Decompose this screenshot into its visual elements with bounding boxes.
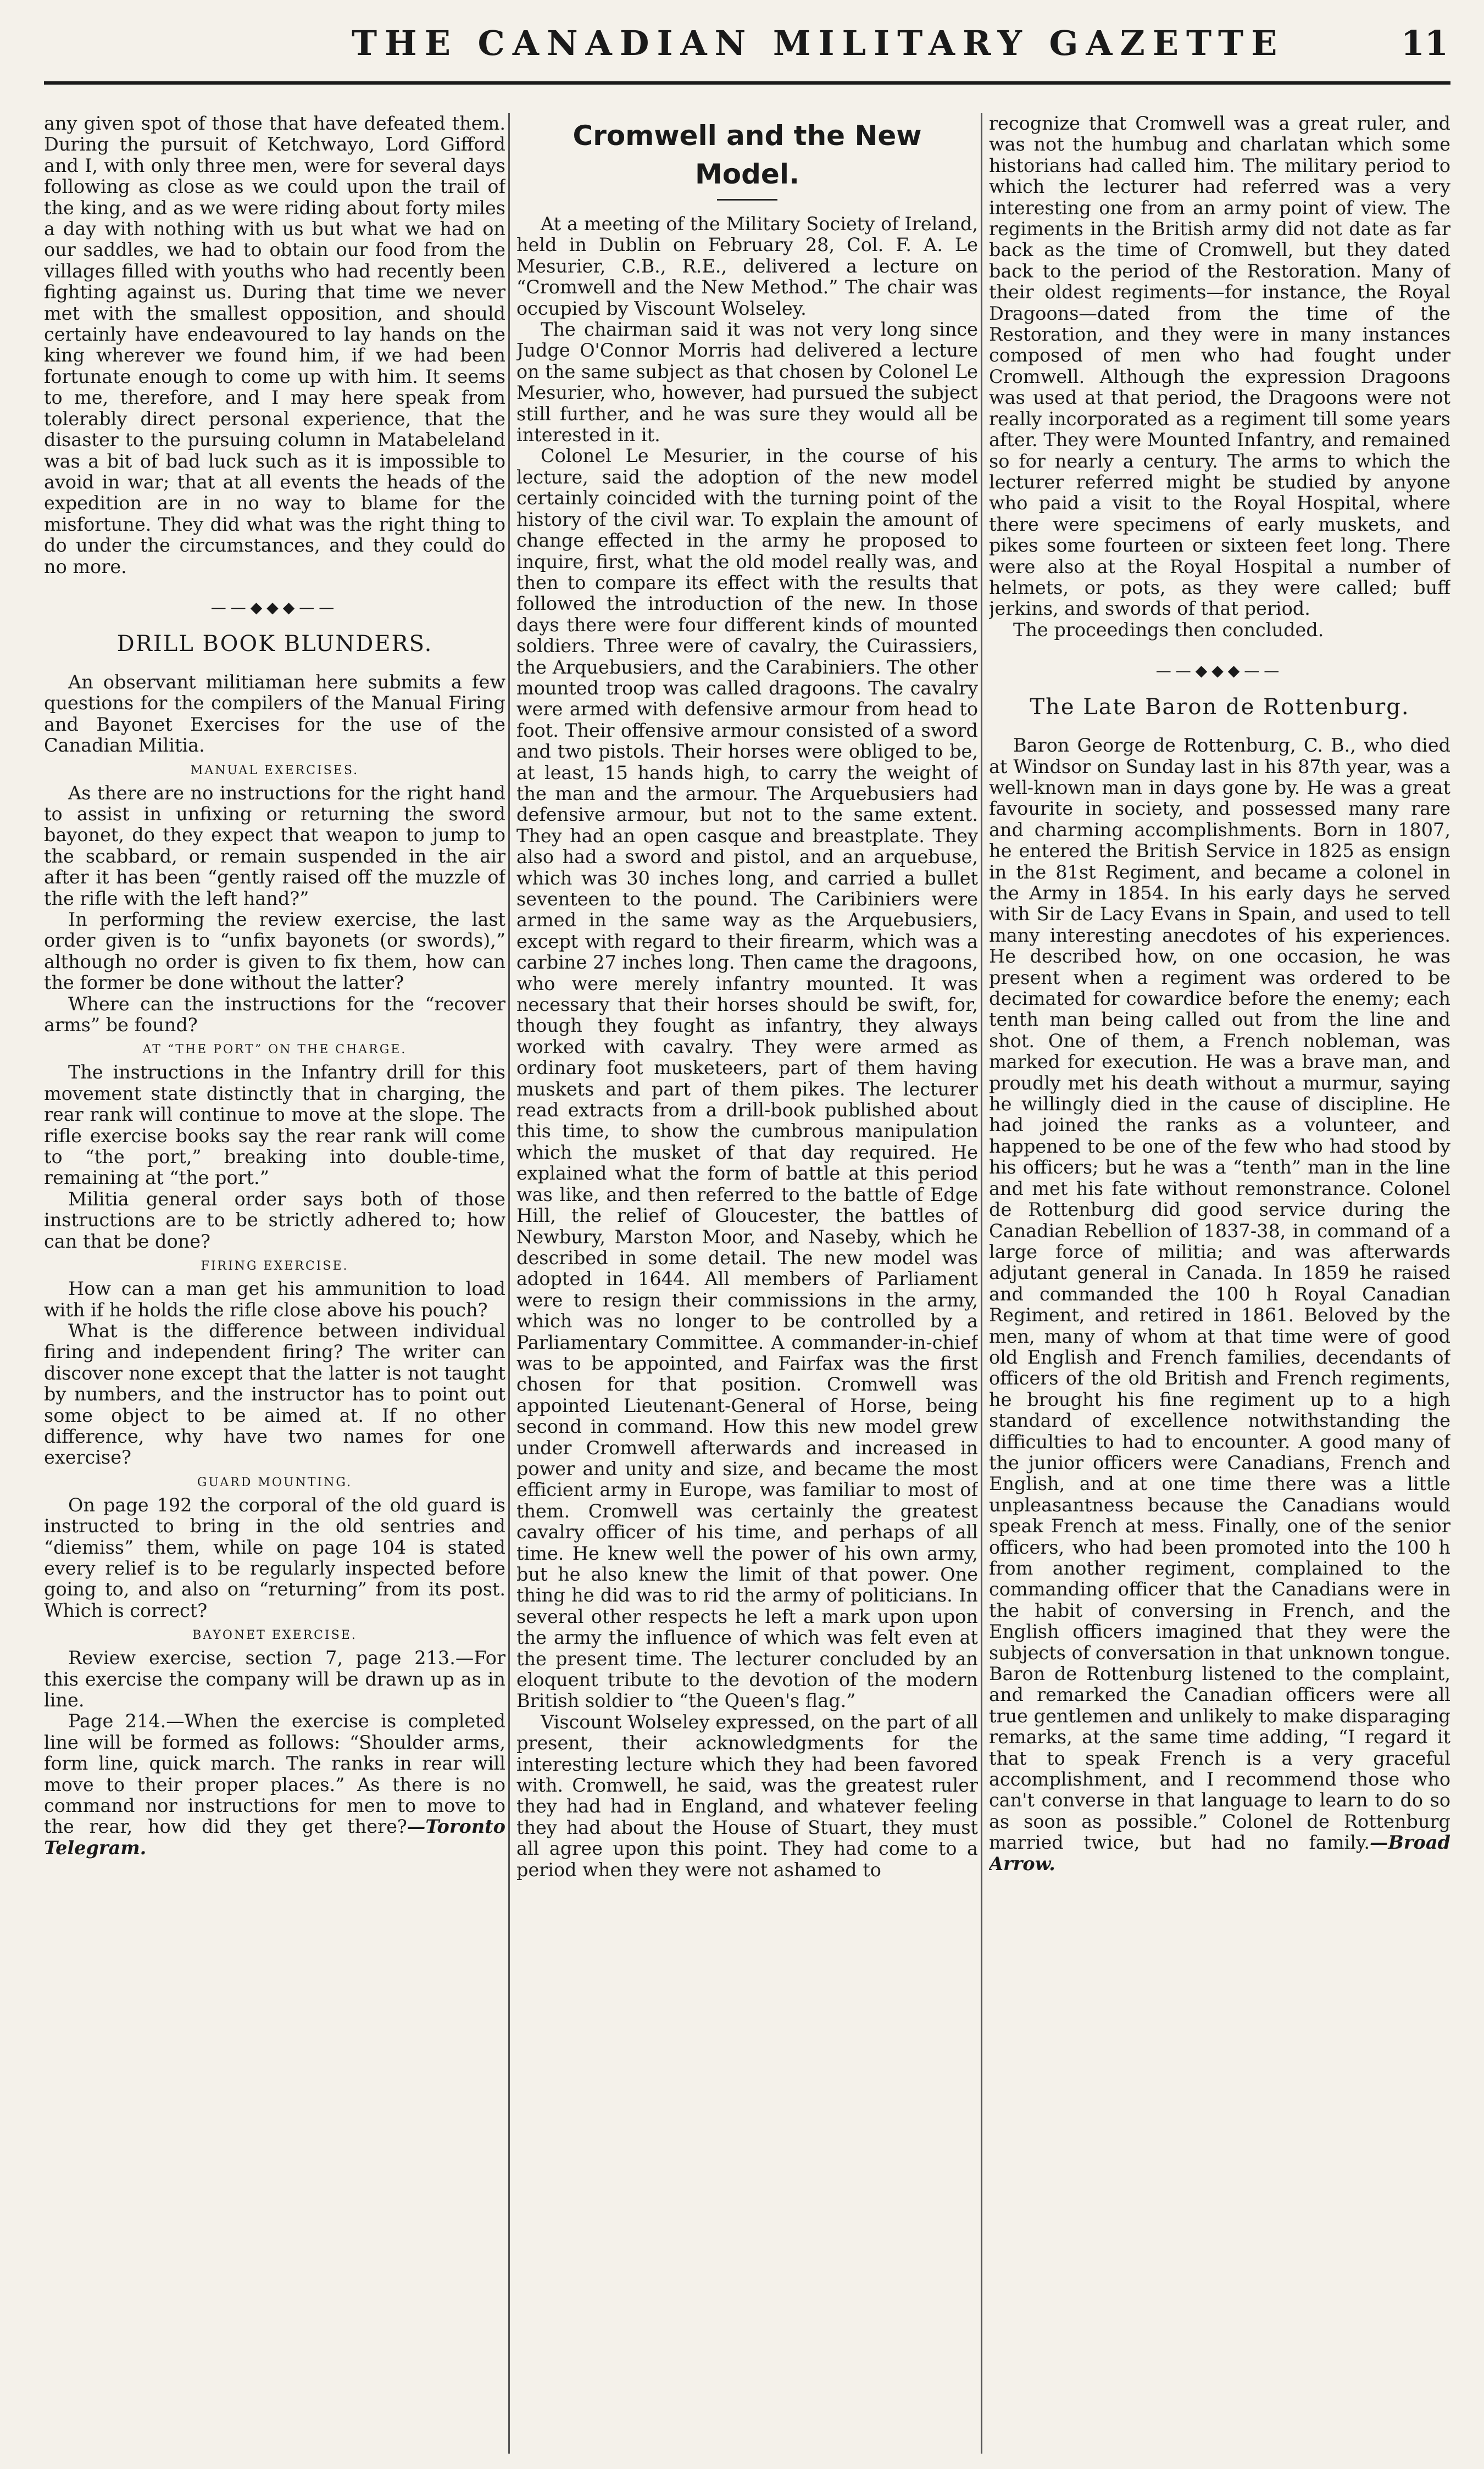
paragraph: How can a man get his ammunition to load with if he holds the rifle close above his pouch? [44,1278,505,1321]
paragraph: In performing the review exercise, the last order given is to “unfix bayonets (or swords),” although no order is given to fix them, how can the former be done without the latter? [44,909,505,994]
article-continuation: recognize that Cromwell was a great ruler, and was not the humbug and charlatan which some historians had called him. The military period to which the lecturer had referred was a very interesting one from an army point of view. The regiments in the British army did not date as far back as the time of Cromwell, but they dated back to the period of the Restoration. Many of their oldest regiments—for instance, the Royal Dragoons—dated from the time of the Restoration, and they were in many instances composed of men who had fought under Cromwell. Although the expression Dragoons was used at that period, the Dragoons were not really incorporated as a regiment till some years after. They were Mounted Infantry, and remained so for nearly a century. The arms to which the lecturer referred might be studied by anyone who paid a visit to the Royal Hospital, where there were specimens of early muskets, and pikes some fourteen or sixteen feet long. There were also at the Royal Hospital a number of helmets, or pots, as they were called; buff jerkins, and swords of that period. [989,113,1450,620]
column-divider [508,113,510,2454]
paragraph-text: Baron George de Rottenburg, C. B., who died at Windsor on Sunday last in his 87th year, was a well-known man in days gone by. He was a great favourite in society, and possessed many rare and charming accomplishments. Born in 1807, he entered the British Service in 1825 as ensign in the 81st Regiment, and became a colonel in the Army in 1854. In his early days he served with Sir de Lacy Evans in Spain, and used to tell many interesting anecdotes of his experiences. He described how, on one occasion, he was present when a regiment was ordered to be decimated for cowardice before the enemy; each tenth man being called out from the line and shot. One of them, a French nobleman, was marked for execution. He was a brave man, and proudly met his death without a murmur, saying he willingly died in the cause of discipline. He had joined the ranks as a volunteer, and happened to be one of the few who had stood by his officers; but he was a “tenth” man in the line and met his fate without remonstrance. Colonel de Rottenburg did good service during the Canadian Rebellion of 1837-38, in command of a large force of militia; and was afterwards adjutant general in Canada. In 1859 he raised and commanded the 100 h Royal Canadian Regiment, and retired in 1861. Beloved by the men, many of whom at that time were of good old English and French families, decendants of officers of the old British and French regiments, he brought his fine regiment up to a high standard of excellence notwithstanding the difficulties to had to encounter. A good many of the junior officers were Canadians, French and English, and at one time there was a little unpleasantness because the Canadians would speak French at mess. Finally, one of the senior officers, who had been promoted into the 100 h from another regiment, complained to the commanding officer that the Canadians were in the habit of conversing in French, and the English officers imagined that they were the subjects of conversation in that unknown tongue. Baron de Rottenburg listened to the complaint, and remarked the Canadian officers were all true gentlemen and unlikely to make disparaging remarks, at the same time adding, “I regard it that to speak French is a very graceful accomplishment, and I recommend those who can't converse in that language to learn to do so as soon as possible.” Colonel de Rottenburg married twice, but had no family. [989,735,1450,1854]
paragraph: Where can the instructions for the “recover arms” be found? [44,993,505,1036]
paragraph: At a meeting of the Military Society of Ireland, held in Dublin on February 28, Col. F. A. Le Mesurier, C.B., R.E., delivered a lecture on “Cromwell and the New Method.” The chair was occupied by Viscount Wolseley. [516,213,978,319]
paragraph: The instructions in the Infantry drill for this movement state distinctly that in charging, the rear rank will continue to move at the slope. The rifle exercise books say the rear rank will come to “the port,” breaking into double-time, remaining at “the port.” [44,1061,505,1189]
newspaper-title: THE CANADIAN MILITARY GAZETTE [352,23,1285,63]
subheading: BAYONET EXERCISE. [192,1628,357,1643]
page-number: 11 [1400,23,1448,63]
column-left [44,113,505,2454]
column-middle [516,113,978,2454]
paragraph: An observant militiaman here submits a few questions for the compilers of the Manual Firing and Bayonet Exercises for the use of the Canadian Militia. [44,671,505,757]
paragraph-text: Page 214.—When the exercise is completed line will be formed as follows: “Shoulder arms, form line, quick march. The ranks in rear will move to their proper places.” As there is no command nor instructions for men to move to the rear, how did they get there? [44,1710,505,1838]
paragraph: Colonel Le Mesurier, in the course of his lecture, said the adoption of the new model certainly coincided with the turning point of the history of the civil war. To explain the amount of change effected in the army he proposed to inquire, first, what the old model really was, and then to compare its effect with the results that followed the introduction of the new. In those days there were four different kinds of mounted soldiers. Three were of cavalry, the Cuirassiers, the Arquebusiers, and the Carabiniers. The other mounted troop was called dragoons. The cavalry were armed with defensive armour from head to foot. Their offensive armour consisted of a sword and two pistols. Their horses were obliged to be, at least, 15 hands high, to carry the weight of the man and the armour. The Arquebusiers had defensive armour, but not to the same extent. They had an open casque and breastplate. They also had a sword and pistol, and an arquebuse, which was 30 inches long, and carried a bullet seventeen to the pound. The Caribiniers were armed in the same way as the Arquebusiers, except with regard to their firearm, which was a carbine 27 inches long. Then came the dragoons, who were merely infantry mounted. It was necessary that their horses should be swift, for, though they fought as infantry, they always worked with cavalry. They were armed as ordinary foot musketeers, part of them having muskets and part of them pikes. The lecturer read extracts from a drill-book published about this time, to show the cumbrous manipulation which the musket of that day required. He explained what the form of battle at this period was like, and then referred to the battle of Edge Hill, the relief of Gloucester, the battles of Newbury, Marston Moor, and Naseby, which he described in some detail. The new model was adopted in 1644. All members of Parliament were to resign their commissions in the army, which was no longer to be controlled by a Parliamentary Committee. A commander-in-chief was to be appointed, and Fairfax was the first chosen for that position. Cromwell was appointed Lieutenant-General of Horse, being second in command. How this new model grew under Cromwell afterwards and increased in power and unity and size, and became the most efficient army in Europe, was familiar to most of them. Cromwell was certainly the greatest cavalry officer of his time, and perhaps of all time. He knew well the power of his own army, but he also knew the limit of that power. One thing he did was to rid the army of politicians. In several other respects he left a mark upon upon the army the influence of which was felt even at the present time. The lecturer concluded by an eloquent tribute to the devotion of the modern British soldier to “the Queen's flag.” [516,445,978,1712]
paragraph [989,735,1450,1875]
subheading: FIRING EXERCISE. [201,1259,349,1274]
article-continuation: any given spot of those that have defeated them. During the pursuit of Ketchwayo, Lord Gifford and I, with only three men, were for several days following as close as we could upon the trail of the king, and as we were riding about forty miles a day with nothing with us but what we had on our saddles, we had to obtain our food from the villages filled with youths who had recently been fighting against us. During that time we never met with the smallest opposition, and should certainly have endeavoured to lay hands on the king wherever we found him, if we had been fortunate enough to come up with him. It seems to me, therefore, and I may here speak from tolerably direct personal experience, that the disaster to the pursuing column in Matabeleland was a bit of bad luck such as it is impossible to avoid in war; that at all events the heads of the expedition are in no way to blame for the misfortune. They did what was the right thing to do under the circumstances, and they could do no more. [44,113,505,577]
paragraph: Review exercise, section 7, page 213.—For this exercise the company will be drawn up as in line. [44,1647,505,1711]
masthead [44,15,1450,85]
paragraph: Militia general order says both of those instructions are to be strictly adhered to; how can that be done? [44,1188,505,1252]
paragraph: On page 192 the corporal of the old guard is instructed to bring in the old sentries and “diemiss” them, while on page 104 is stated every relief is to be regularly inspected before going to, and also on “returning” from its post. Which is correct? [44,1494,505,1621]
paragraph: What is the difference between individual firing and independent firing? The writer can discover none except that the latter is not taught by numbers, and the instructor has to point out some object to be aimed at. If no other difference, why have two names for one exercise? [44,1320,505,1469]
section-ornament: ——◆◆◆—— [1155,661,1284,680]
paragraph [44,1711,505,1859]
paragraph: As there are no instructions for the right hand to assist in unfixing or returning the sword bayonet, do they expect that weapon to jump to the scabbard, or remain suspended in the air after it has been “gently raised off the muzzle of the rifle with the left hand?” [44,782,505,909]
paragraph: The chairman said it was not very long since Judge O'Connor Morris had delivered a lecture on the same subject as that chosen by Colonel Le Mesurier, who, however, had pursued the subject still further, and he was sure they would all be interested in it. [516,319,978,446]
column-divider [981,113,982,2454]
article-heading-rottenburg: The Late Baron de Rottenburg. [1030,694,1410,720]
source-credit: —Broad Arrow. [989,1832,1450,1875]
source-credit: —Toronto Telegram. [44,1816,505,1859]
subheading: AT “THE PORT” ON THE CHARGE. [142,1043,407,1057]
heading-rule [717,199,777,201]
paragraph: Viscount Wolseley expressed, on the part of all present, their acknowledgments for the interesting lecture which they had been favored with. Cromwell, he said, was the greatest ruler they had had in England, and whatever feeling they had about the House of Stuart, they must all agree upon this point. They had come to a period when they were not ashamed to [516,1711,978,1881]
section-ornament: ——◆◆◆—— [210,598,339,616]
column-right [989,113,1450,2454]
subheading: GUARD MOUNTING. [197,1475,353,1489]
paragraph: The proceedings then concluded. [1013,619,1324,641]
article-heading-cromwell: Cromwell and the New Model. [573,120,922,190]
subheading: MANUAL EXERCISES. [190,763,359,777]
article-heading-drill-book-blunders: DRILL BOOK BLUNDERS. [116,631,433,657]
